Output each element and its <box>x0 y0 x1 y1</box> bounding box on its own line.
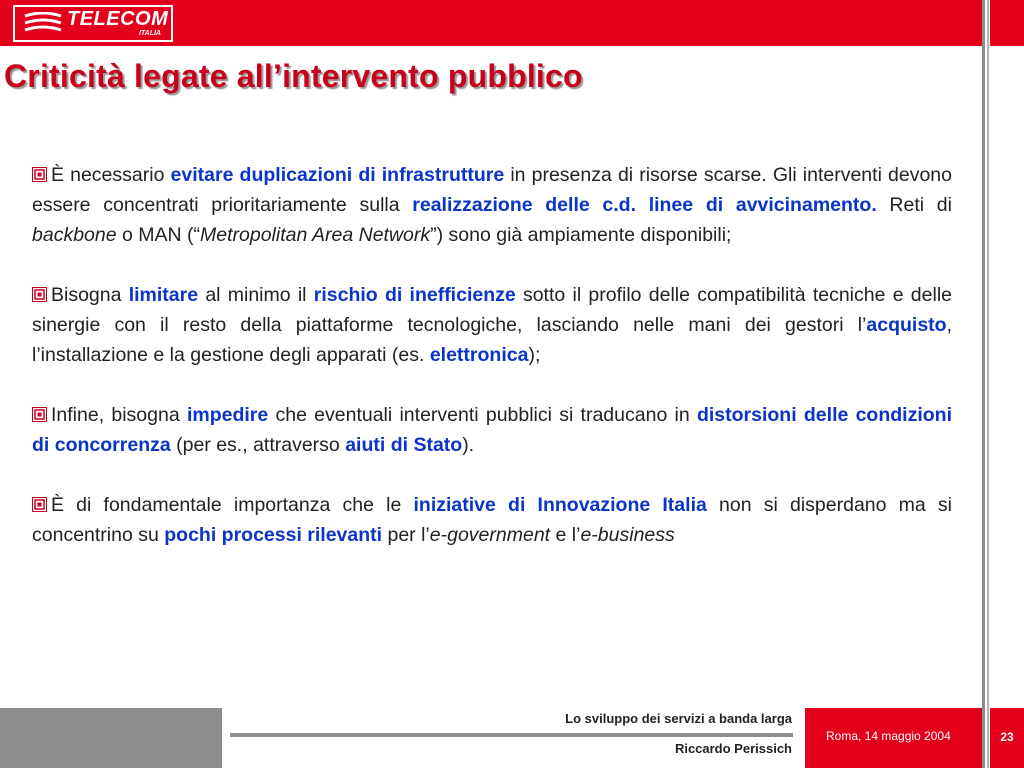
text-run: ”) sono già ampiamente disponibili; <box>430 224 732 246</box>
bullet-paragraph-2 <box>32 280 952 370</box>
italic-term: backbone <box>32 224 117 246</box>
square-bullet-icon <box>32 407 47 422</box>
text-run: che eventuali interventi pubblici si traducano in <box>268 404 697 426</box>
text-run: (per es., attraverso <box>170 434 346 456</box>
text-run: al minimo il <box>198 284 314 306</box>
header-bar-right <box>990 0 1024 46</box>
bullet-paragraph-3 <box>32 400 952 460</box>
text-run: ). <box>462 434 475 456</box>
highlight: realizzazione delle c.d. linee di avvicinamento. <box>412 194 877 216</box>
text-run: , l’installazione e la gestione degli apparati (es. <box>32 314 952 366</box>
slide-body <box>32 160 952 580</box>
slide-title: Criticità legate all’intervento pubblico <box>4 58 583 94</box>
logo-subtitle: ITALIA <box>138 30 161 37</box>
footer-subject: Lo sviluppo dei servizi a banda larga <box>565 711 792 726</box>
text-run: È di fondamentale importanza che le <box>51 494 414 516</box>
highlight: evitare duplicazioni di infrastrutture <box>170 164 505 186</box>
highlight: pochi processi rilevanti <box>164 524 383 546</box>
text-run: Infine, bisogna <box>51 404 187 426</box>
telecom-waves-icon <box>23 12 63 36</box>
italic-term: e-business <box>580 524 675 546</box>
text-run: sotto il profilo delle compatibilità tecniche e delle sinergie con il resto della piattaforme tecnologiche, lasciando nelle mani dei gestori l’ <box>32 284 952 336</box>
text-run: ); <box>528 344 541 366</box>
text-run: Reti di <box>876 194 952 216</box>
square-bullet-icon <box>32 497 47 512</box>
footer-date: Roma, 14 maggio 2004 <box>826 729 951 743</box>
text-run: in presenza di risorse scarse. Gli interventi devono essere concentrati prioritariamente sulla <box>32 164 952 216</box>
text-run: o MAN (“ <box>116 224 200 246</box>
footer-page-block <box>990 708 1024 768</box>
italic-term: e-government <box>429 524 551 546</box>
highlight: impedire <box>186 404 269 426</box>
text-run: non si disperdano ma si concentrino su <box>32 494 953 546</box>
text-run: per l’ <box>382 524 430 546</box>
highlight: elettronica <box>429 344 529 366</box>
highlight: aiuti di Stato <box>345 434 463 456</box>
highlight: rischio di inefficienze <box>313 284 516 306</box>
square-bullet-icon <box>32 167 47 182</box>
right-divider <box>982 0 985 768</box>
footer-author: Riccardo Perissich <box>674 741 792 756</box>
page-number: 23 <box>1000 730 1014 744</box>
text-run: e l’ <box>550 524 581 546</box>
bullet-paragraph-4 <box>32 490 952 550</box>
square-bullet-icon <box>32 287 47 302</box>
text-run: È necessario <box>51 164 171 186</box>
footer-divider <box>230 733 793 737</box>
highlight: iniziative di Innovazione Italia <box>413 494 707 516</box>
logo-wordmark: TELECOM <box>67 8 169 30</box>
italic-term: Metropolitan Area Network <box>200 224 431 246</box>
bullet-paragraph-1 <box>32 160 952 250</box>
highlight: acquisto <box>866 314 947 336</box>
highlight: limitare <box>128 284 199 306</box>
right-divider-thin <box>987 0 989 768</box>
telecom-logo <box>13 5 173 42</box>
highlight: distorsioni delle condizioni di concorrenza <box>32 404 952 456</box>
text-run: Bisogna <box>51 284 129 306</box>
footer-grey-block <box>0 708 222 768</box>
